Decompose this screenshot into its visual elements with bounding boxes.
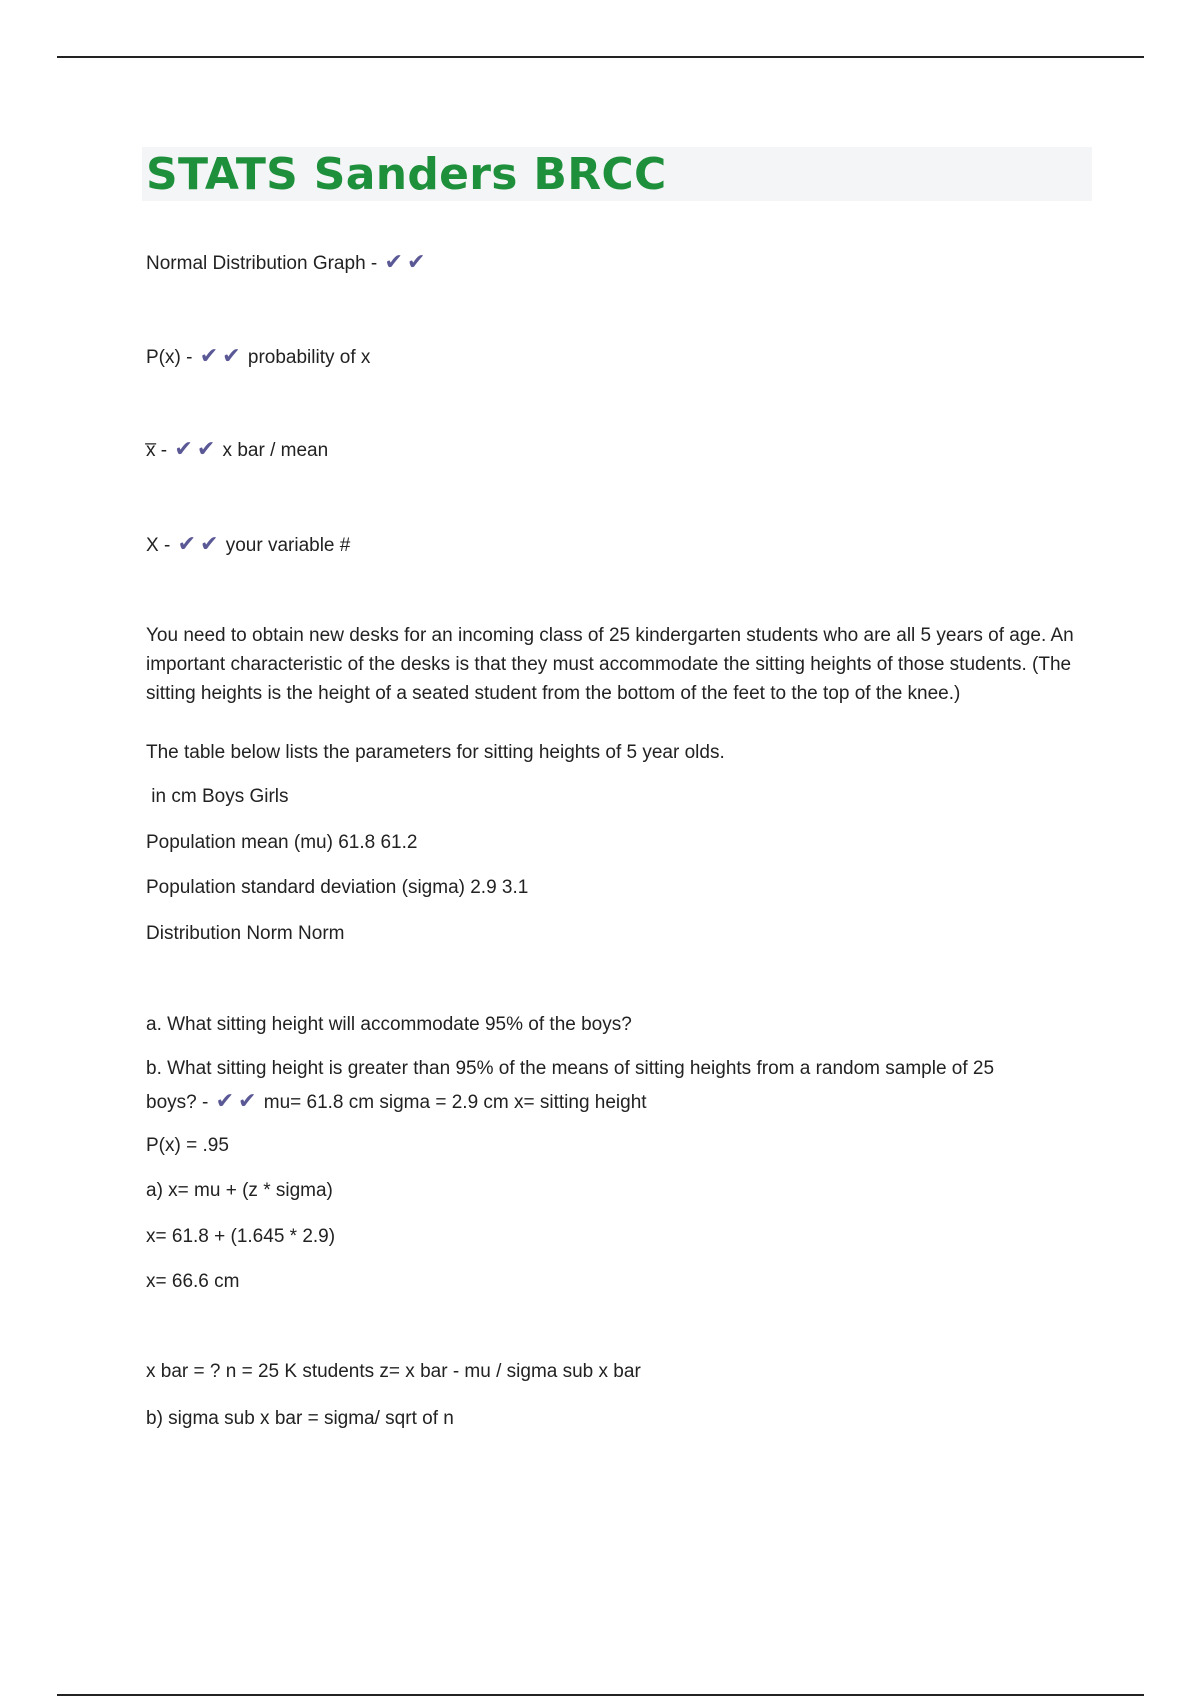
check-icon: ✔ bbox=[199, 343, 219, 368]
term-definition: your variable # bbox=[225, 535, 351, 556]
question-b-line2 bbox=[146, 1087, 647, 1116]
question-a: a. What sitting height will accommodate 95% of the boys? bbox=[146, 1014, 632, 1035]
check-icon: ✔ bbox=[196, 436, 216, 461]
check-icon: ✔ bbox=[406, 249, 426, 274]
term-definition: x bar / mean bbox=[222, 440, 329, 461]
problem-intro: You need to obtain new desks for an incoming class of 25 kindergarten students who are all 5 years of age. An important characteristic of the desks is that they must accommodate the sitting heights of those students. (The sitting heights is the height of a seated student from the bottom of the feet to the top of the knee.) bbox=[146, 625, 1074, 704]
table-row-sd: Population standard deviation (sigma) 2.9 3.1 bbox=[146, 877, 529, 898]
question-b-answer: mu= 61.8 cm sigma = 2.9 cm x= sitting height bbox=[263, 1092, 647, 1113]
term-label: X - bbox=[146, 535, 171, 556]
check-icon: ✔ bbox=[174, 436, 193, 461]
check-icon: ✔ bbox=[222, 343, 241, 368]
term-xbar bbox=[146, 435, 328, 464]
work-b-line: x bar = ? n = 25 K students z= x bar - mu / sigma sub x bar bbox=[146, 1361, 641, 1382]
term-px bbox=[146, 342, 370, 371]
table-row-header: in cm Boys Girls bbox=[146, 786, 289, 807]
work-line: a) x= mu + (z * sigma) bbox=[146, 1180, 333, 1201]
check-icon: ✔ bbox=[177, 531, 196, 556]
work-line: x= 61.8 + (1.645 * 2.9) bbox=[146, 1226, 336, 1247]
table-row-distribution: Distribution Norm Norm bbox=[146, 923, 345, 944]
page-title: STATS Sanders BRCC bbox=[146, 148, 667, 200]
work-line: x= 66.6 cm bbox=[146, 1271, 240, 1292]
term-definition: probability of x bbox=[247, 347, 371, 368]
document-body bbox=[146, 147, 1092, 1429]
term-label: Normal Distribution Graph - bbox=[146, 253, 378, 274]
check-icon: ✔ bbox=[200, 531, 219, 556]
check-icon: ✔ bbox=[238, 1088, 257, 1113]
question-b-line1: b. What sitting height is greater than 95% of the means of sitting heights from a random sample of 25 bbox=[146, 1058, 995, 1079]
work-b-line: b) sigma sub x bar = sigma/ sqrt of n bbox=[146, 1408, 454, 1429]
table-intro: The table below lists the parameters for sitting heights of 5 year olds. bbox=[146, 742, 725, 763]
term-label: x̅ - bbox=[146, 440, 168, 461]
check-icon: ✔ bbox=[384, 249, 403, 274]
term-x bbox=[146, 530, 350, 559]
term-normal-distribution bbox=[146, 248, 427, 277]
check-icon: ✔ bbox=[215, 1088, 235, 1113]
term-label: P(x) - bbox=[146, 347, 193, 368]
work-line: P(x) = .95 bbox=[146, 1135, 229, 1156]
title-bar bbox=[142, 147, 1092, 201]
question-b-prefix: boys? - bbox=[146, 1092, 209, 1113]
table-row-mean: Population mean (mu) 61.8 61.2 bbox=[146, 832, 418, 853]
bottom-rule bbox=[57, 1694, 1144, 1696]
top-rule bbox=[57, 56, 1144, 58]
